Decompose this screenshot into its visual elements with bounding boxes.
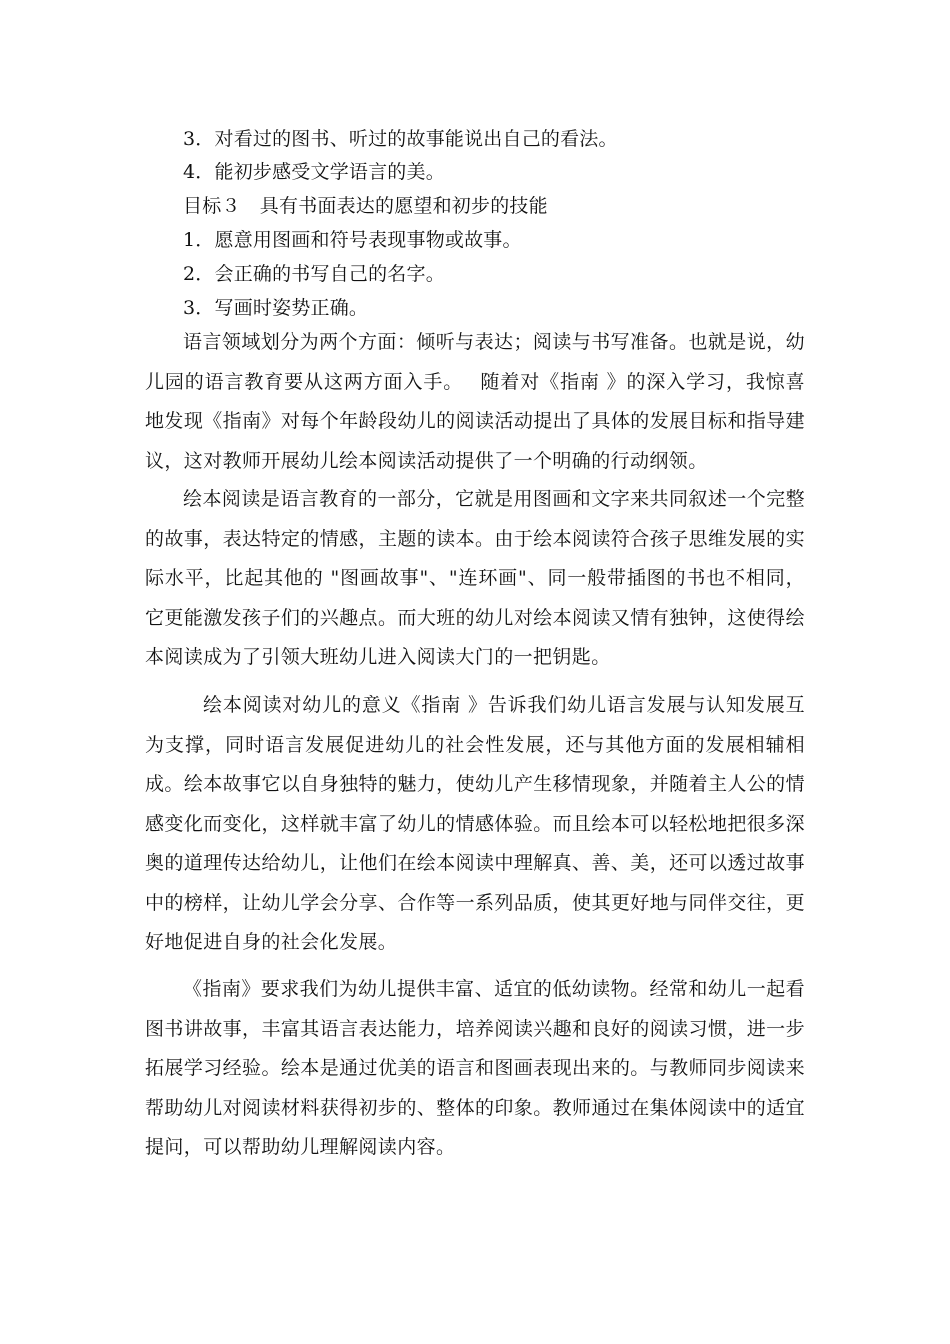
goal3-item-2: 2．会正确的书写自己的名字。 [183,263,445,285]
paragraph-guide-requirements: 《指南》要求我们为幼儿提供丰富、适宜的低幼读物。经常和幼儿一起看图书讲故事，丰富其语言表达能力，培养阅读兴趣和良好的阅读习惯，进一步拓展学习经验。绘本是通过优美的语言和图画表现出来的。与教师同步阅读来帮助幼儿对阅读材料获得初步的、整体的印象。教师通过在集体阅读中的适宜提问，可以帮助幼儿理解阅读内容。 [145,978,805,1158]
paragraph-language-domain: 语言领域划分为两个方面：倾听与表达；阅读与书写准备。也就是说，幼儿园的语言教育要从这两方面入手。 随着对《指南 》的深入学习，我惊喜地发现《指南》对每个年龄段幼儿的阅读活动提出了具体的发展目标和指导建议，这对教师开展幼儿绘本阅读活动提供了一个明确的行动纲领。 [145,331,805,472]
goal3-item-1: 1．愿意用图画和符号表现事物或故事。 [183,229,522,251]
goal-item-3-opinion: 3．对看过的图书、听过的故事能说出自己的看法。 [183,128,618,150]
goal3-heading: 目标３ 具有书面表达的愿望和初步的技能 [183,195,548,217]
paragraph-significance: 绘本阅读对幼儿的意义《指南 》告诉我们幼儿语言发展与认知发展互为支撑，同时语言发展促进幼儿的社会性发展，还与其他方面的发展相辅相成。绘本故事它以自身独特的魅力，使幼儿产生移情现象，并随着主人公的情感变化而变化，这样就丰富了幼儿的情感体验。而且绘本可以轻松地把很多深奥的道理传达给幼儿，让他们在绘本阅读中理解真、善、美，还可以透过故事中的榜样，让幼儿学会分享、合作等一系列品质，使其更好地与同伴交往，更好地促进自身的社会化发展。 [145,694,805,953]
goal-item-4-literary-beauty: 4．能初步感受文学语言的美。 [183,161,445,183]
paragraph-picture-book-reading: 绘本阅读是语言教育的一部分，它就是用图画和文字来共同叙述一个完整的故事，表达特定的情感，主题的读本。由于绘本阅读符合孩子思维发展的实际水平，比起其他的 "图画故事"、"连环画"、同一般带插图的书也不相同，它更能激发孩子们的兴趣点。而大班的幼儿对绘本阅读又情有独钟，这使得绘本阅读成为了引领大班幼儿进入阅读大门的一把钥匙。 [145,488,805,668]
goal3-item-3: 3．写画时姿势正确。 [183,297,369,319]
